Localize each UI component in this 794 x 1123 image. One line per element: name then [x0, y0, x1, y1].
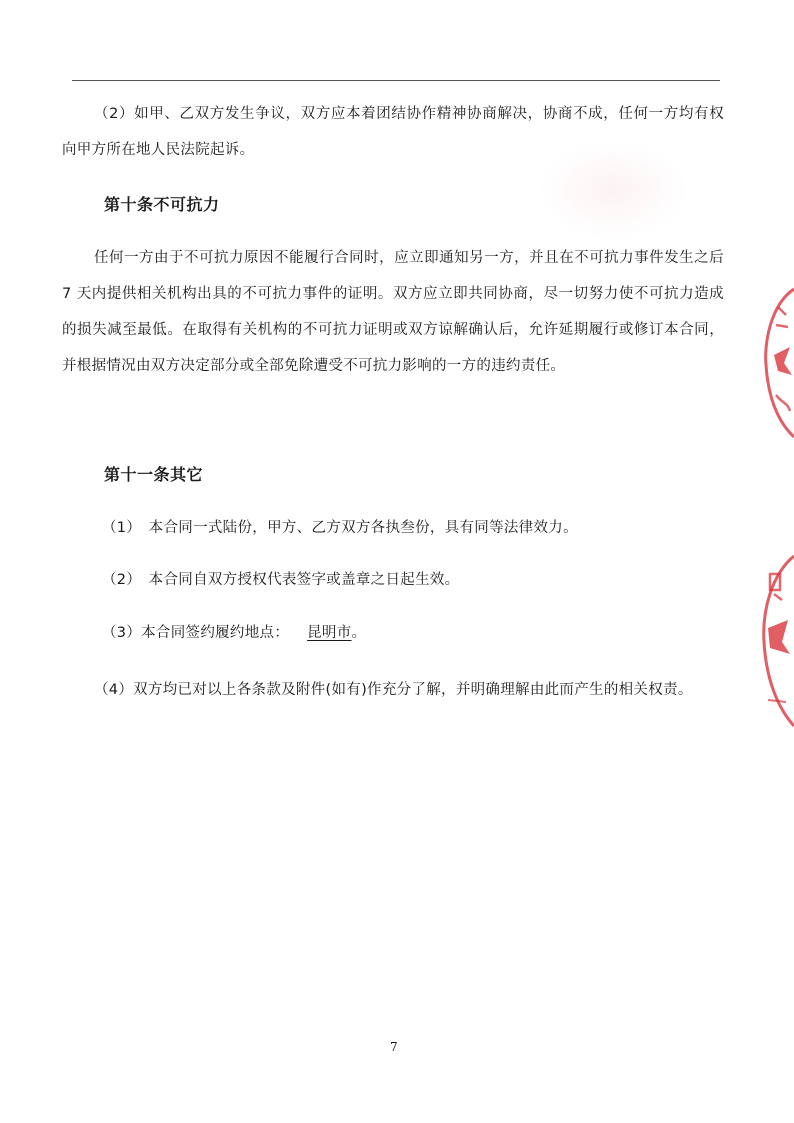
header-rule [72, 80, 720, 81]
article-11-item-4: （4）双方均已对以上各条款及附件(如有)作充分了解，并明确理解由此而产生的相关权责。 [94, 682, 693, 698]
signing-location: 昆明市 [307, 625, 352, 641]
article-10-heading: 第十条不可抗力 [104, 195, 220, 214]
partial-red-seal-bottom [756, 550, 794, 730]
partial-red-seal-top [760, 285, 794, 440]
article-11-item-2: （2） 本合同自双方授权代表签字或盖章之日起生效。 [102, 572, 460, 588]
page-number: 7 [390, 1040, 398, 1054]
clause-10-item-2: （2）如甲、乙双方发生争议，双方应本着团结协作精神协商解决，协商不成，任何一方均有权向甲方所在地人民法院起诉。 [62, 106, 724, 158]
article-10-body: 任何一方由于不可抗力原因不能履行合同时，应立即通知另一方，并且在不可抗力事件发生之后 7 天内提供相关机构出具的不可抗力事件的证明。双方应立即共同协商，尽一切努力使不可抗力造成的损失减至最低。在取得有关机构的不可抗力证明或双方谅解确认后，允许延期履行或修订本合同，并根据情况由双方决定部分或全部免除遭受不可抗力影响的一方的违约责任。 [62, 250, 724, 374]
article-11-heading: 第十一条其它 [104, 465, 204, 484]
article-11-item-3 [102, 621, 366, 642]
item-3-label: （3）本合同签约履约地点： [102, 625, 290, 641]
article-11-item-1: （1） 本合同一式陆份，甲方、乙方双方各执叁份，具有同等法律效力。 [102, 520, 578, 536]
item-3-end: 。 [351, 625, 367, 641]
